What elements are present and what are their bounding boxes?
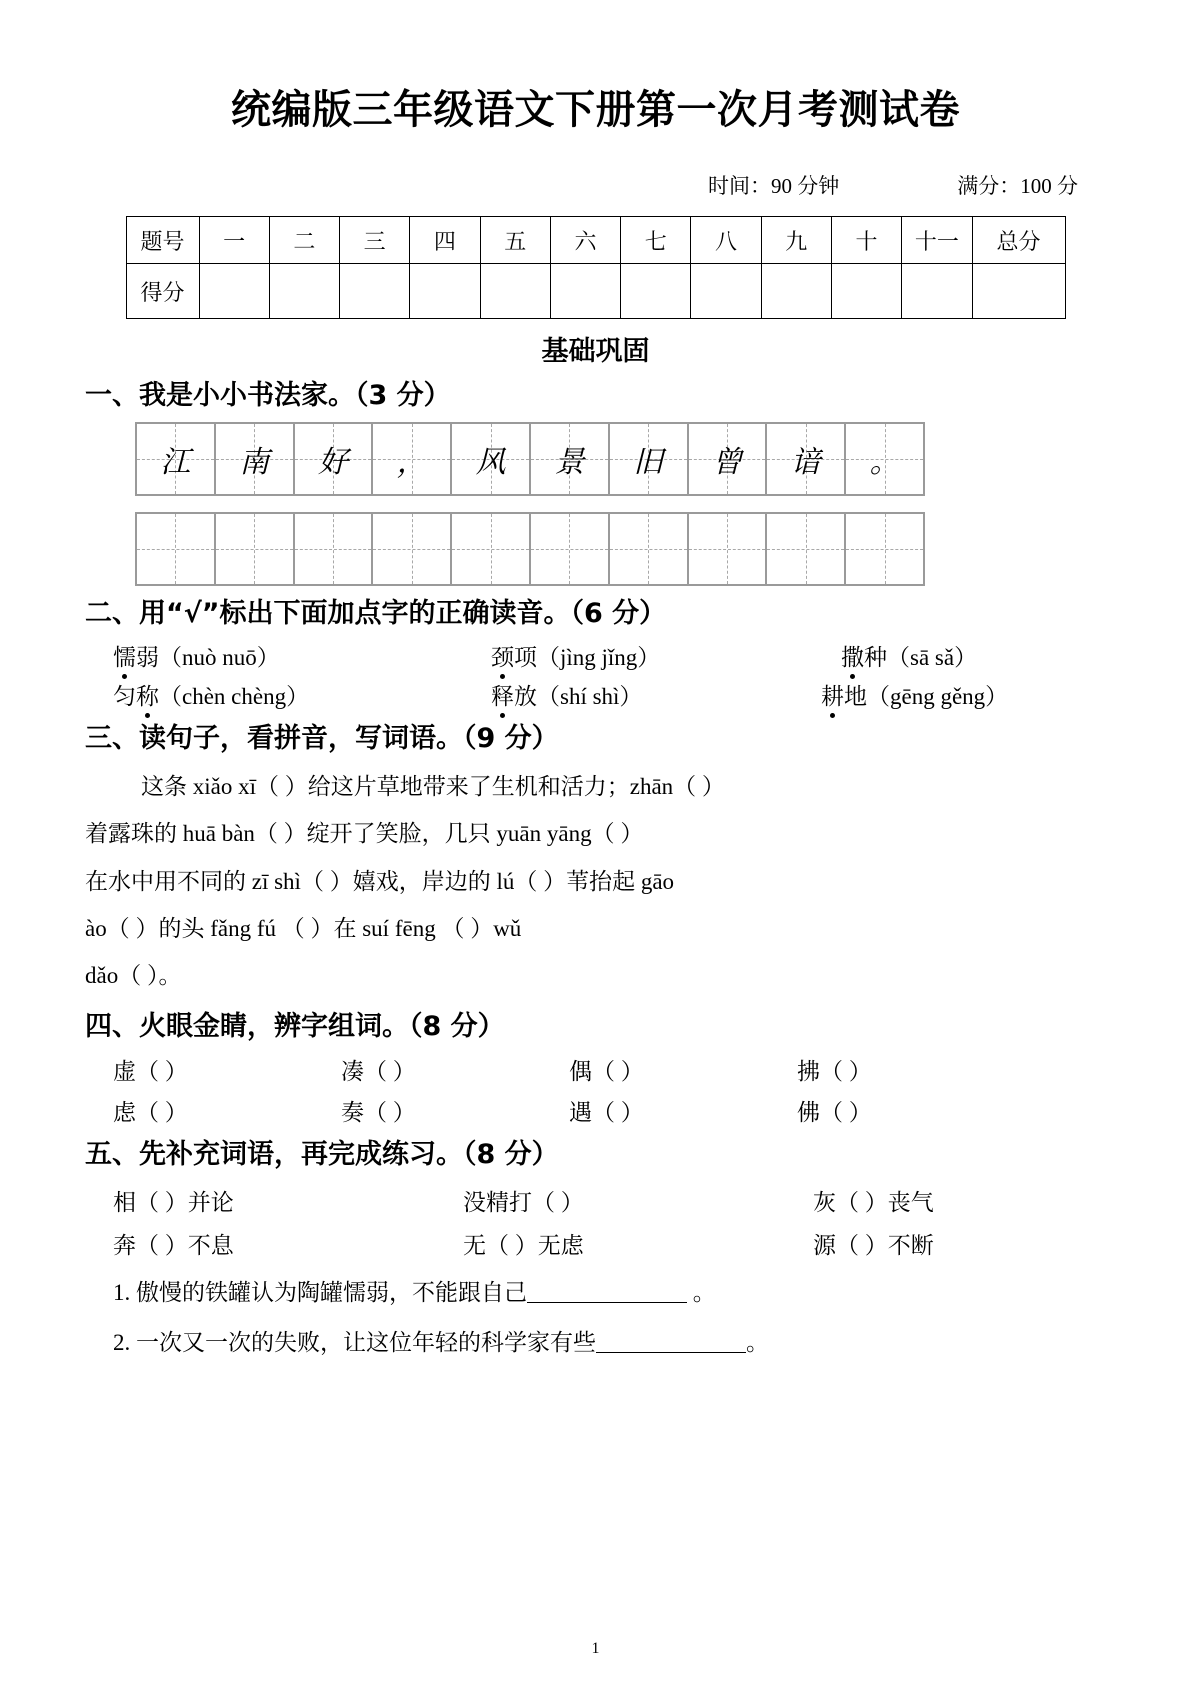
tianzi-cell[interactable] xyxy=(531,424,610,494)
pinyin-choice-row-2 xyxy=(85,678,1106,711)
exam-meta xyxy=(85,170,1106,200)
idiom-item[interactable]: 无（ ）无虑 xyxy=(463,1232,584,1258)
page-number: 1 xyxy=(591,1640,600,1657)
answer-blank[interactable] xyxy=(527,1279,687,1303)
tianzi-cell[interactable] xyxy=(137,424,216,494)
calligraphy-grid xyxy=(135,422,1106,586)
score-cell-total[interactable] xyxy=(972,264,1065,319)
word-tail: 放 xyxy=(514,683,537,709)
tianzi-cell[interactable] xyxy=(610,424,689,494)
tianzi-cell[interactable] xyxy=(689,424,768,494)
tianzi-char: 景 xyxy=(554,445,585,481)
table-row-scores xyxy=(126,264,1065,319)
q3-line-2[interactable]: 着露珠的 huā bàn（ ）绽开了笑脸，几只 yuān yāng（ ） xyxy=(85,821,644,847)
tianzi-char: 谙 xyxy=(790,445,821,481)
q3-line-4[interactable]: ào（ ）的头 fǎng fú （ ）在 suí fēng （ ）wǔ xyxy=(85,915,522,941)
tianzi-char: 好 xyxy=(317,445,348,481)
tianzi-cell[interactable] xyxy=(846,424,925,494)
q3-line-3[interactable]: 在水中用不同的 zī shì（ ）嬉戏，岸边的 lú（ ）苇抬起 gāo xyxy=(85,868,675,894)
col-header-total: 总分 xyxy=(972,217,1065,264)
col-header-11: 十一 xyxy=(902,217,972,264)
pinyin-options: （gēng gěng） xyxy=(867,683,1009,709)
pinyin-options: （shí shì） xyxy=(537,683,643,709)
pinyin-item-4[interactable] xyxy=(113,678,491,711)
dotted-char: 颈 xyxy=(491,639,514,672)
word-tail: 项 xyxy=(514,644,537,670)
tianzi-cell[interactable] xyxy=(295,424,374,494)
col-header-2: 二 xyxy=(269,217,339,264)
score-cell-4[interactable] xyxy=(410,264,480,319)
char-pair-item[interactable]: 奏（ ） xyxy=(341,1100,416,1126)
col-header-9: 九 xyxy=(761,217,831,264)
tianzi-char: 南 xyxy=(239,445,270,481)
q5-sentence-1 xyxy=(85,1276,1106,1311)
tianzi-cell[interactable] xyxy=(452,424,531,494)
pinyin-choice-row-1 xyxy=(85,639,1106,672)
tianzi-cell[interactable] xyxy=(767,424,846,494)
col-header-8: 八 xyxy=(691,217,761,264)
idiom-item[interactable]: 灰（ ）丧气 xyxy=(813,1189,934,1215)
tianzi-char: 风 xyxy=(475,445,506,481)
dotted-char: 称 xyxy=(136,678,159,711)
tianzi-char: 曾 xyxy=(711,445,742,481)
calligraphy-row-blank xyxy=(135,512,925,586)
page-title: 统编版三年级语文下册第一次月考测试卷 xyxy=(231,87,960,133)
score-cell-6[interactable] xyxy=(550,264,620,319)
tianzi-char: 。 xyxy=(869,445,900,481)
idiom-row-2 xyxy=(85,1227,1106,1260)
tianzi-cell[interactable] xyxy=(295,514,374,584)
tianzi-char: 江 xyxy=(160,445,191,481)
char-pair-item[interactable]: 虚（ ） xyxy=(113,1059,188,1085)
char-pair-item[interactable]: 拂（ ） xyxy=(797,1059,872,1085)
score-cell-5[interactable] xyxy=(480,264,550,319)
dotted-char: 释 xyxy=(491,678,514,711)
question-1-heading: 一、我是小小书法家。（3 分） xyxy=(85,380,451,411)
tianzi-cell[interactable] xyxy=(137,514,216,584)
col-header-1: 一 xyxy=(199,217,269,264)
idiom-item[interactable]: 源（ ）不断 xyxy=(813,1232,934,1258)
pinyin-options: （nuò nuō） xyxy=(159,644,280,670)
col-header-5: 五 xyxy=(480,217,550,264)
score-cell-8[interactable] xyxy=(691,264,761,319)
pinyin-item-3[interactable] xyxy=(841,639,977,672)
pinyin-item-5[interactable] xyxy=(491,678,821,711)
col-header-3: 三 xyxy=(340,217,410,264)
col-header-4: 四 xyxy=(410,217,480,264)
word-head: 匀 xyxy=(113,683,136,709)
tianzi-cell[interactable] xyxy=(689,514,768,584)
char-pair-item[interactable]: 虑（ ） xyxy=(113,1100,188,1126)
q5-sentence-1-end: 。 xyxy=(692,1279,716,1305)
char-pair-item[interactable]: 偶（ ） xyxy=(569,1059,644,1085)
idiom-item[interactable]: 没精打（ ） xyxy=(463,1189,584,1215)
tianzi-cell[interactable] xyxy=(373,514,452,584)
question-3-body xyxy=(85,763,1106,999)
q3-line-1[interactable]: 这条 xiǎo xī（ ）给这片草地带来了生机和活力；zhān（ ） xyxy=(141,774,725,800)
row-label-score: 得分 xyxy=(126,264,199,319)
tianzi-cell[interactable] xyxy=(610,514,689,584)
tianzi-cell[interactable] xyxy=(531,514,610,584)
tianzi-char: 旧 xyxy=(633,445,664,481)
word-tail: 地 xyxy=(844,683,867,709)
char-pair-row-2 xyxy=(85,1094,1106,1127)
score-cell-10[interactable] xyxy=(831,264,901,319)
q5-sentence-2-end: 。 xyxy=(746,1330,769,1356)
question-3-heading: 三、读句子，看拼音，写词语。（9 分） xyxy=(85,722,559,754)
question-4-heading: 四、火眼金睛，辨字组词。（8 分） xyxy=(85,1011,505,1043)
idiom-item[interactable]: 奔（ ）不息 xyxy=(113,1232,234,1258)
tianzi-cell[interactable] xyxy=(216,514,295,584)
pinyin-options: （chèn chèng） xyxy=(159,683,310,709)
exam-full-score: 满分：100 分 xyxy=(957,174,1078,198)
idiom-row-1 xyxy=(85,1184,1106,1217)
pinyin-item-2[interactable] xyxy=(491,639,841,672)
pinyin-options: （sā sǎ） xyxy=(887,644,978,670)
col-header-7: 七 xyxy=(621,217,691,264)
col-header-10: 十 xyxy=(831,217,901,264)
word-tail: 弱 xyxy=(136,644,159,670)
exam-duration: 时间：90 分钟 xyxy=(708,174,840,198)
tianzi-cell[interactable] xyxy=(373,424,452,494)
score-cell-1[interactable] xyxy=(199,264,269,319)
calligraphy-row-filled xyxy=(135,422,925,496)
q5-sentence-1-text: 1. 傲慢的铁罐认为陶罐懦弱，不能跟自己 xyxy=(113,1279,527,1305)
score-cell-9[interactable] xyxy=(761,264,831,319)
score-cell-11[interactable] xyxy=(902,264,972,319)
idiom-item[interactable]: 相（ ）并论 xyxy=(113,1189,234,1215)
tianzi-cell[interactable] xyxy=(767,514,846,584)
pinyin-options: （jìng jǐng） xyxy=(537,644,661,670)
score-cell-3[interactable] xyxy=(340,264,410,319)
char-pair-item[interactable]: 遇（ ） xyxy=(569,1100,644,1126)
q5-sentence-2-text: 2. 一次又一次的失败，让这位年轻的科学家有些 xyxy=(113,1330,596,1356)
pinyin-item-1[interactable] xyxy=(113,639,491,672)
score-cell-2[interactable] xyxy=(269,264,339,319)
question-2-heading: 二、用“√”标出下面加点字的正确读音。（6 分） xyxy=(85,598,667,630)
question-5-heading: 五、先补充词语，再完成练习。（8 分） xyxy=(85,1139,559,1171)
answer-blank[interactable] xyxy=(596,1329,746,1353)
pinyin-item-6[interactable] xyxy=(821,678,1008,711)
row-label-question: 题号 xyxy=(126,217,199,264)
tianzi-cell[interactable] xyxy=(452,514,531,584)
q5-sentence-2 xyxy=(85,1326,1106,1361)
score-cell-7[interactable] xyxy=(621,264,691,319)
dotted-char: 撒 xyxy=(841,639,864,672)
char-pair-item[interactable]: 佛（ ） xyxy=(797,1100,872,1126)
q3-line-5[interactable]: dǎo（ ）。 xyxy=(85,962,182,988)
score-table xyxy=(126,216,1066,319)
word-tail: 种 xyxy=(864,644,887,670)
char-pair-item[interactable]: 凑（ ） xyxy=(341,1059,416,1085)
col-header-6: 六 xyxy=(550,217,620,264)
tianzi-cell[interactable] xyxy=(216,424,295,494)
char-pair-row-1 xyxy=(85,1053,1106,1086)
table-row-question-numbers xyxy=(126,217,1065,264)
tianzi-char: ， xyxy=(396,445,427,481)
section-header-basics: 基础巩固 xyxy=(541,336,650,367)
dotted-char: 耕 xyxy=(821,678,844,711)
tianzi-cell[interactable] xyxy=(846,514,925,584)
dotted-char: 懦 xyxy=(113,639,136,672)
